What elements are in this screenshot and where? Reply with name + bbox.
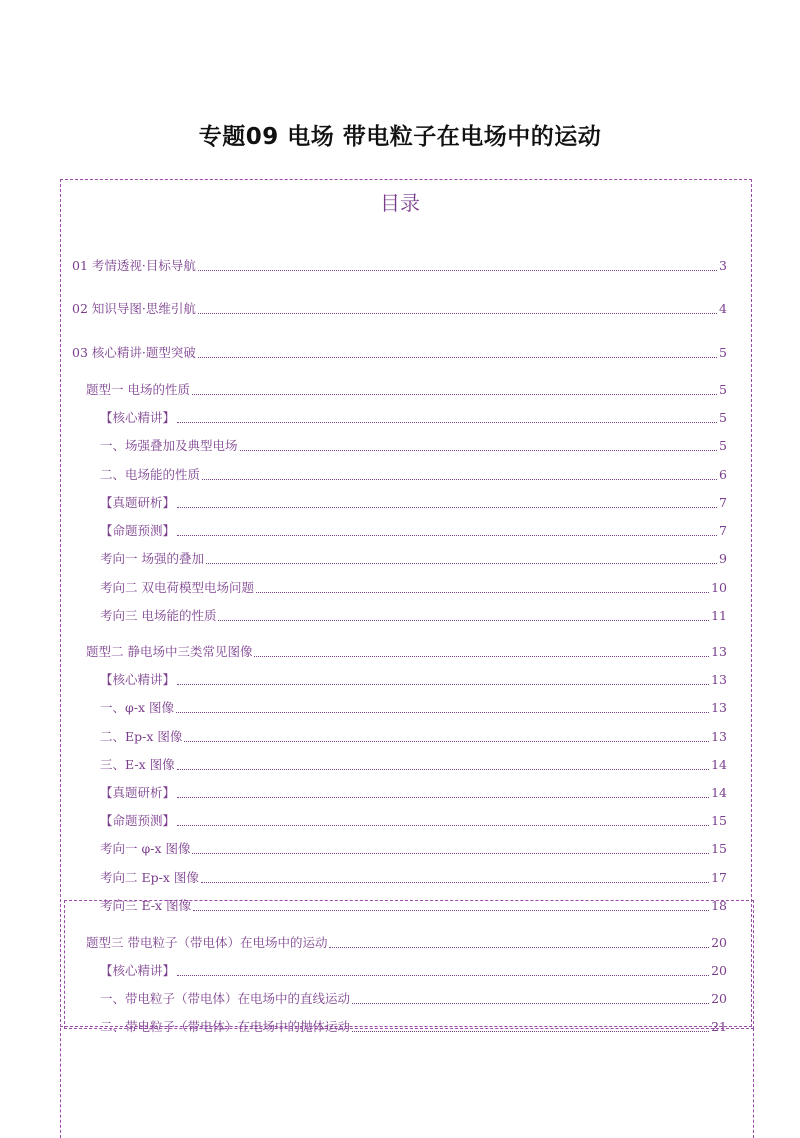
toc-entry-label: 二、电场能的性质 bbox=[100, 467, 201, 482]
toc-entry-page: 15 bbox=[711, 813, 727, 828]
toc-entry[interactable] bbox=[100, 434, 727, 454]
leader-dots bbox=[193, 910, 709, 911]
toc-entry-page: 14 bbox=[711, 785, 727, 800]
toc-entry[interactable] bbox=[100, 463, 727, 483]
toc-entry[interactable] bbox=[100, 547, 727, 567]
leader-dots bbox=[177, 797, 709, 798]
leader-dots bbox=[177, 507, 717, 508]
toc-entry-label: 02 知识导图·思维引航 bbox=[72, 301, 196, 316]
leader-dots bbox=[176, 712, 709, 713]
toc-entry-page: 13 bbox=[711, 672, 727, 687]
toc-entry-page: 20 bbox=[711, 991, 727, 1006]
leader-dots bbox=[240, 450, 718, 451]
leader-dots bbox=[177, 975, 709, 976]
leader-dots bbox=[352, 1031, 709, 1032]
toc-entry-label: 03 核心精讲·题型突破 bbox=[72, 345, 196, 360]
leader-dots bbox=[177, 422, 717, 423]
toc-entry-page: 13 bbox=[711, 729, 727, 744]
toc-entry-label: 题型三 带电粒子（带电体）在电场中的运动 bbox=[86, 935, 328, 950]
toc-entry[interactable] bbox=[72, 341, 727, 361]
toc-entry-page: 13 bbox=[711, 700, 727, 715]
toc-entry-page: 7 bbox=[719, 523, 727, 538]
toc-entry[interactable] bbox=[100, 894, 727, 914]
toc-entry-page: 4 bbox=[719, 301, 727, 316]
leader-dots bbox=[177, 825, 709, 826]
toc-entry[interactable] bbox=[86, 378, 727, 398]
toc-entry-page: 18 bbox=[711, 898, 727, 913]
toc-entry[interactable] bbox=[100, 725, 727, 745]
page-title: 专题09 电场 带电粒子在电场中的运动 bbox=[198, 124, 602, 150]
toc-heading: 目录 bbox=[380, 191, 420, 215]
leader-dots bbox=[218, 620, 709, 621]
toc-entry-page: 11 bbox=[711, 608, 727, 623]
toc-entry-label: 考向三 E-x 图像 bbox=[100, 898, 192, 913]
leader-dots bbox=[254, 656, 709, 657]
next-frame bbox=[60, 1028, 754, 1138]
leader-dots bbox=[329, 947, 709, 948]
toc-entry[interactable] bbox=[72, 254, 727, 274]
toc-entry-label: 【真题研析】 bbox=[100, 495, 176, 510]
leader-dots bbox=[177, 535, 717, 536]
leader-dots bbox=[198, 270, 717, 271]
toc-entry-page: 13 bbox=[711, 644, 727, 659]
toc-entry-page: 5 bbox=[719, 438, 727, 453]
toc-entry[interactable] bbox=[100, 866, 727, 886]
toc-entry-label: 【核心精讲】 bbox=[100, 410, 176, 425]
toc-entry-page: 9 bbox=[719, 551, 727, 566]
leader-dots bbox=[177, 769, 709, 770]
leader-dots bbox=[184, 741, 709, 742]
toc-entry-label: 三、E-x 图像 bbox=[100, 757, 175, 772]
toc-entry[interactable] bbox=[100, 696, 727, 716]
toc-entry-page: 7 bbox=[719, 495, 727, 510]
toc-entry-label: 考向三 电场能的性质 bbox=[100, 608, 217, 623]
toc-entry-page: 17 bbox=[711, 870, 727, 885]
toc-entry-label: 考向一 场强的叠加 bbox=[100, 551, 204, 566]
toc-entry-label: 一、场强叠加及典型电场 bbox=[100, 438, 238, 453]
toc-entry[interactable] bbox=[100, 604, 727, 624]
toc-entry-label: 考向二 双电荷模型电场问题 bbox=[100, 580, 254, 595]
toc-entry-label: 【命题预测】 bbox=[100, 813, 176, 828]
toc-entry-page: 5 bbox=[719, 410, 727, 425]
toc-entry-label: 【核心精讲】 bbox=[100, 963, 176, 978]
toc-entry[interactable] bbox=[100, 753, 727, 773]
toc-entry[interactable] bbox=[100, 406, 727, 426]
toc-entry[interactable] bbox=[100, 1015, 727, 1035]
toc-entry-label: 考向二 Ep-x 图像 bbox=[100, 870, 199, 885]
toc-entry[interactable] bbox=[86, 640, 727, 660]
toc-entry-label: 题型一 电场的性质 bbox=[86, 382, 190, 397]
toc-entry-page: 14 bbox=[711, 757, 727, 772]
leader-dots bbox=[256, 592, 709, 593]
toc-entry-page: 3 bbox=[719, 258, 727, 273]
leader-dots bbox=[202, 479, 717, 480]
leader-dots bbox=[198, 357, 717, 358]
toc-entry-page: 15 bbox=[711, 841, 727, 856]
toc-entry-page: 20 bbox=[711, 963, 727, 978]
leader-dots bbox=[352, 1003, 709, 1004]
toc-entry-page: 10 bbox=[711, 580, 727, 595]
toc-entry-label: 【命题预测】 bbox=[100, 523, 176, 538]
toc-entry[interactable] bbox=[100, 519, 727, 539]
toc-entry[interactable] bbox=[100, 959, 727, 979]
toc-entry-page: 5 bbox=[719, 382, 727, 397]
toc-entry-label: 考向一 φ-x 图像 bbox=[100, 841, 191, 856]
toc-entry-label: 题型二 静电场中三类常见图像 bbox=[86, 644, 253, 659]
toc-entry-label: 一、φ-x 图像 bbox=[100, 700, 174, 715]
toc-entry[interactable] bbox=[100, 491, 727, 511]
toc-entry[interactable] bbox=[100, 781, 727, 801]
toc-entry[interactable] bbox=[100, 668, 727, 688]
toc-entry[interactable] bbox=[100, 576, 727, 596]
toc-entry-page: 6 bbox=[719, 467, 727, 482]
toc-entry-page: 5 bbox=[719, 345, 727, 360]
toc-entry-label: 【真题研析】 bbox=[100, 785, 176, 800]
leader-dots bbox=[192, 853, 709, 854]
toc-entry-label: 二、带电粒子（带电体）在电场中的抛体运动 bbox=[100, 1019, 351, 1034]
toc-entry-page: 20 bbox=[711, 935, 727, 950]
toc-entry[interactable] bbox=[100, 809, 727, 829]
toc-entry-label: 【核心精讲】 bbox=[100, 672, 176, 687]
leader-dots bbox=[198, 313, 717, 314]
toc-entry[interactable] bbox=[100, 837, 727, 857]
leader-dots bbox=[206, 563, 717, 564]
toc-entry-label: 一、带电粒子（带电体）在电场中的直线运动 bbox=[100, 991, 351, 1006]
toc-entry[interactable] bbox=[86, 931, 727, 951]
toc-entry-label: 01 考情透视·目标导航 bbox=[72, 258, 196, 273]
toc-entry[interactable] bbox=[100, 987, 727, 1007]
toc-entry-page: 21 bbox=[711, 1019, 727, 1034]
leader-dots bbox=[201, 882, 709, 883]
leader-dots bbox=[192, 394, 717, 395]
toc-entry-label: 二、Ep-x 图像 bbox=[100, 729, 183, 744]
toc-entry[interactable] bbox=[72, 297, 727, 317]
leader-dots bbox=[177, 684, 709, 685]
